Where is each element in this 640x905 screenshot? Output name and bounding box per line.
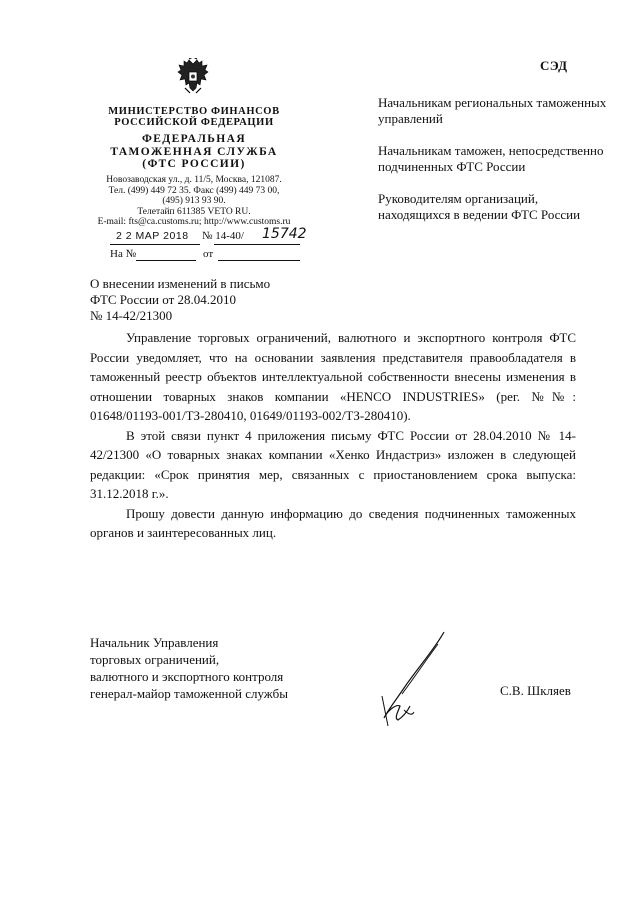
address-line-4: Телетайп 611385 VETO RU. bbox=[137, 206, 251, 217]
subject-line-1: О внесении изменений в письмо bbox=[90, 276, 271, 291]
address-line-5: E-mail: fts@ca.customs.ru; http://www.customs.ru bbox=[97, 217, 291, 227]
registration-number-label: № 14-40/ bbox=[202, 230, 244, 242]
signatory-title-line-3: валютного и экспортного контроля bbox=[90, 669, 284, 684]
body-paragraph-3: Прошу довести данную информацию до сведения подчиненных таможенных органов и заинтересованных лиц. bbox=[90, 505, 576, 540]
subject-line-3: № 14-42/21300 bbox=[90, 308, 173, 323]
from-label: от bbox=[203, 248, 214, 260]
signatory-title-line-1: Начальник Управления bbox=[90, 635, 219, 650]
coat-of-arms-emblem-icon bbox=[176, 58, 210, 98]
signatory-title-line-2: торговых ограничений, bbox=[90, 652, 220, 667]
letter-body bbox=[90, 328, 576, 543]
service-name bbox=[96, 133, 292, 171]
registration-number-handwritten: 15742 bbox=[262, 226, 307, 242]
address-line-1: Новозаводская ул., д. 11/5, Москва, 121087. bbox=[106, 175, 282, 185]
addressee-2: Начальникам таможен, непосредственно подчиненных ФТС России bbox=[378, 143, 604, 174]
number-underline bbox=[214, 244, 300, 245]
handwritten-signature bbox=[374, 630, 454, 730]
address-line-2: Тел. (499) 449 72 35. Факс (499) 449 73 00, bbox=[108, 185, 280, 196]
contact-details bbox=[92, 175, 296, 228]
on-number-underline bbox=[136, 260, 196, 261]
addressee-block bbox=[378, 95, 608, 239]
subject-line-2: ФТС России от 28.04.2010 bbox=[90, 292, 237, 307]
body-paragraph-1: Управление торговых ограничений, валютного и экспортного контроля ФТС России уведомляет, что на основании заявления представителя правообладателя в таможенный реестр объектов интеллектуальной собственности внесены изменения в отношении товарных знаков компании «HENCO INDUSTRIES» (рег. №№: 01648/01193-001/ТЗ-280410, 01649/01193-002/ТЗ-280410). bbox=[90, 330, 576, 423]
from-underline bbox=[218, 260, 300, 261]
service-line-3: (ФТС РОССИИ) bbox=[142, 158, 246, 170]
service-line-2: ТАМОЖЕННАЯ СЛУЖБА bbox=[110, 145, 278, 158]
sed-mark: СЭД bbox=[540, 58, 568, 73]
on-number-label: На № bbox=[110, 248, 137, 260]
reference-line bbox=[110, 248, 300, 264]
service-line-1: ФЕДЕРАЛЬНАЯ bbox=[141, 133, 247, 145]
signatory-title-line-4: генерал-майор таможенной службы bbox=[90, 686, 288, 701]
addressee-1: Начальникам региональных таможенных управлений bbox=[378, 95, 607, 126]
date-underline bbox=[110, 244, 200, 245]
registration-date-stamp: 2 2 МАР 2018 bbox=[116, 230, 189, 242]
letter-subject bbox=[90, 276, 310, 324]
ministry-line-2: РОССИЙСКОЙ ФЕДЕРАЦИИ bbox=[114, 117, 274, 128]
body-paragraph-2: В этой связи пункт 4 приложения письму ФТС России от 28.04.2010 № 14-42/21300 «О товарных знаках компании «Хенко Индастриз» изложен в следующей редакции: «Срок принятия мер, связанных с приостановлением срока выпуска: 31.12.2018 г.». bbox=[90, 427, 576, 501]
ministry-name bbox=[96, 106, 292, 128]
signatory-title bbox=[90, 634, 330, 702]
signer-name: С.В. Шкляев bbox=[500, 683, 571, 698]
addressee-3: Руководителям организаций, находящихся в ведении ФТС России bbox=[378, 191, 581, 222]
ministry-line-1: МИНИСТЕРСТВО ФИНАНСОВ bbox=[108, 106, 280, 117]
address-line-3: (495) 913 93 90. bbox=[162, 196, 226, 206]
registration-line bbox=[110, 226, 307, 246]
